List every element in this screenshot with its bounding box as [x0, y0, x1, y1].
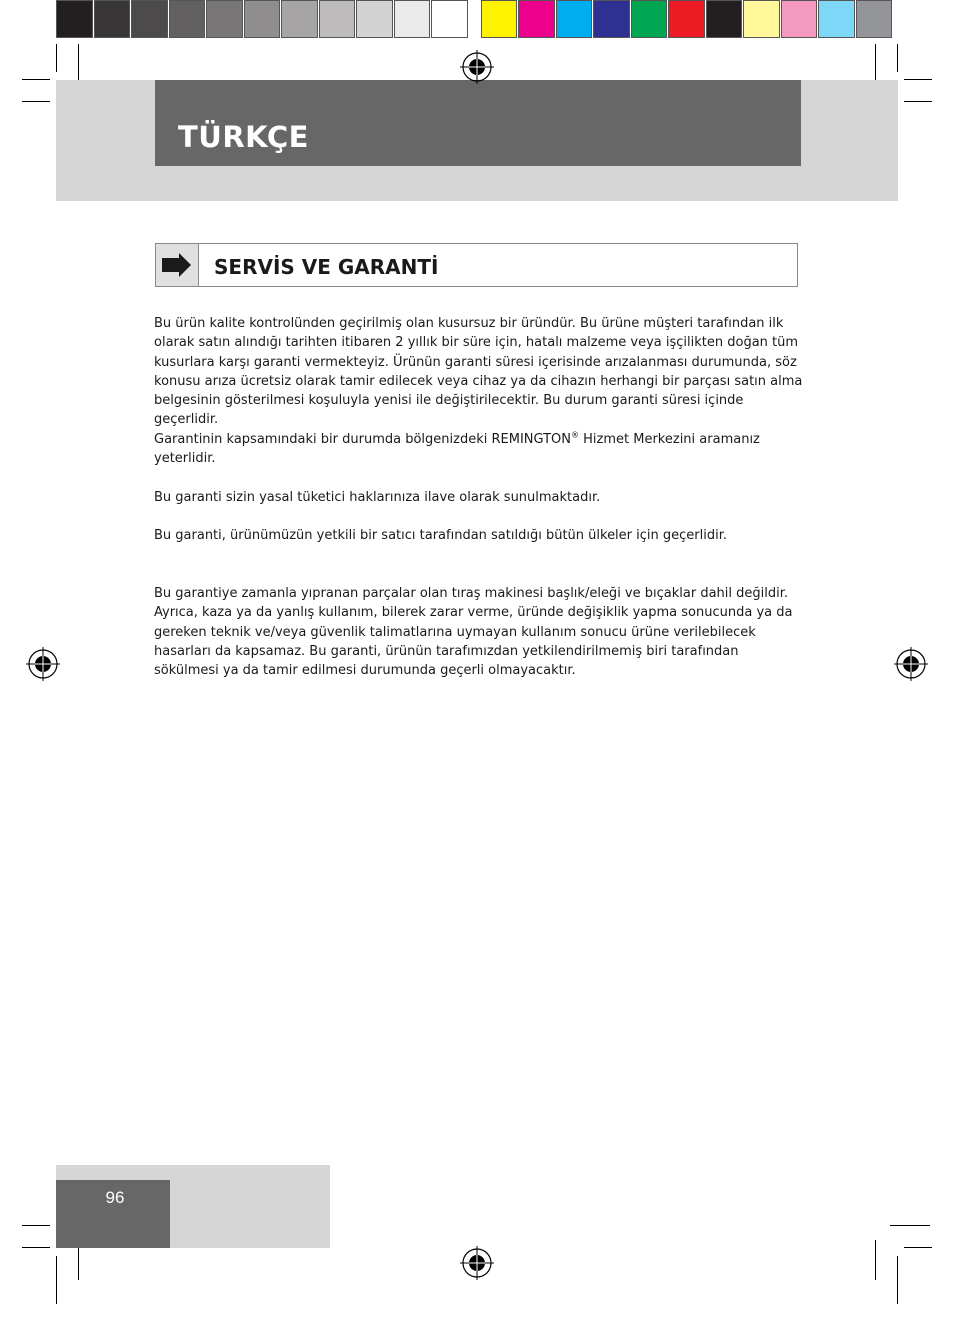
crop-mark	[897, 44, 898, 72]
color-swatch	[94, 0, 131, 38]
text-span: Hizmet Merkezini aramanız yeterlidir.	[154, 431, 760, 467]
color-swatch	[356, 0, 393, 38]
crop-mark	[875, 1240, 876, 1280]
color-swatch	[781, 0, 818, 38]
warranty-text	[154, 314, 804, 681]
crop-mark	[897, 1256, 898, 1304]
language-title: TÜRKÇE	[178, 120, 309, 154]
crop-mark	[904, 1247, 932, 1248]
registration-mark-icon	[26, 647, 60, 681]
crop-mark	[22, 101, 50, 102]
crop-mark	[904, 79, 932, 80]
paragraph: Bu garanti sizin yasal tüketici haklarınıza ilave olarak sunulmaktadır.	[154, 489, 601, 505]
color-swatch	[518, 0, 555, 38]
paragraph: Bu ürün kalite kontrolünden geçirilmiş olan kusursuz bir üründür. Bu ürüne müşteri tarafından ilk olarak satın alındığı tarihten itibaren 2 yıllık bir süre için, hatalı malzeme veya işçilikten doğan tüm kusurlara karşı garanti vermekteyiz. Ürünün garanti süresi içerisinde arızalanması durumunda, söz konusu arıza ücretsiz olarak tamir edilecek veya cihaz ya da cihazın herhangi bir parçası satın alma belgesinin gösterilmesi koşuluyla yenisi ile değiştirilecektir. Bu durum garanti süresi içinde geçerlidir.	[154, 316, 803, 428]
crop-mark	[22, 1225, 50, 1226]
paragraph	[154, 430, 804, 469]
color-swatch	[281, 0, 318, 38]
color-swatch	[394, 0, 431, 38]
registration-mark-icon	[894, 647, 928, 681]
crop-mark	[56, 44, 57, 72]
color-swatch	[169, 0, 206, 38]
paragraph: Bu garantiye zamanla yıpranan parçalar olan tıraş makinesi başlık/eleği ve bıçaklar dahil değildir. Ayrıca, kaza ya da yanlış kullanım, bilerek zarar verme, üründe değişiklik yapma sonucunda ya da gereken teknik ve/veya güvenlik talimatlarına uymayan kullanım sonucu ürüne verilebilecek hasarları da kapsamaz. Bu garanti, ürünün tarafımızdan yetkilendirilmemiş biri tarafından sökülmesi ya da tamir edilmesi durumunda geçerli olmayacaktır.	[154, 586, 793, 679]
color-swatch	[244, 0, 281, 38]
arrow-right-icon	[156, 244, 198, 286]
color-swatch	[481, 0, 518, 38]
color-swatch	[818, 0, 855, 38]
crop-mark	[890, 1225, 930, 1226]
registration-mark-icon	[460, 50, 494, 84]
color-swatch	[556, 0, 593, 38]
color-swatch	[706, 0, 743, 38]
color-swatch	[631, 0, 668, 38]
color-swatch	[856, 0, 893, 38]
color-swatch	[668, 0, 705, 38]
color-swatch	[206, 0, 243, 38]
color-swatch	[131, 0, 168, 38]
color-swatch	[56, 0, 93, 38]
color-swatch	[319, 0, 356, 38]
section-heading	[155, 243, 798, 287]
section-icon-cell	[156, 244, 199, 286]
section-title: SERVİS VE GARANTİ	[214, 255, 439, 279]
color-swatch	[743, 0, 780, 38]
crop-mark	[22, 1247, 50, 1248]
registered-mark: ®	[571, 430, 580, 440]
color-calibration-bar	[56, 0, 898, 38]
crop-mark	[56, 1256, 57, 1304]
text-span: Garantinin kapsamındaki bir durumda bölgenizdeki REMINGTON	[154, 431, 572, 447]
crop-mark	[22, 79, 50, 80]
page-number: 96	[105, 1188, 125, 1207]
color-swatch	[431, 0, 468, 38]
color-swatch	[593, 0, 630, 38]
registration-mark-icon	[460, 1246, 494, 1280]
paragraph: Bu garanti, ürünümüzün yetkili bir satıcı tarafından satıldığı bütün ülkeler için geçerlidir.	[154, 528, 728, 544]
crop-mark	[904, 101, 932, 102]
